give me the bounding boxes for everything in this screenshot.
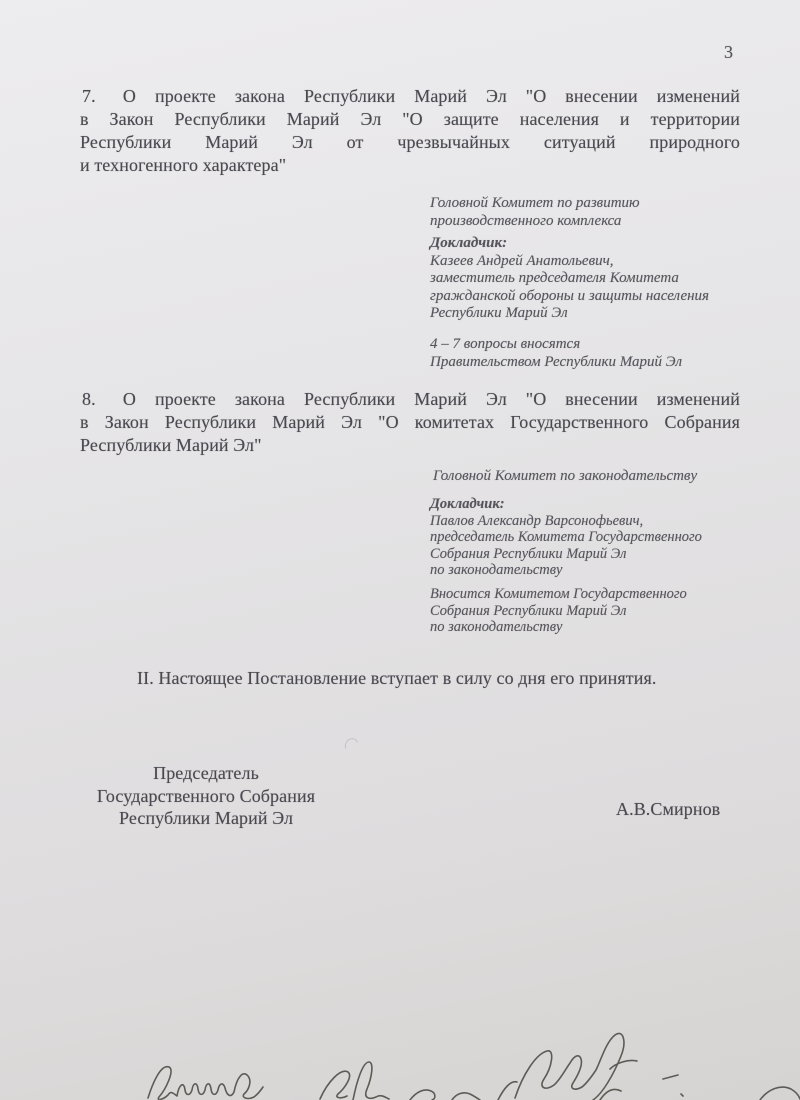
item8-speaker-lines xyxy=(430,513,732,579)
text-line: Государственного Собрания xyxy=(96,785,316,806)
item7-note xyxy=(430,336,732,371)
signature-4-stroke xyxy=(498,1033,683,1100)
page-number: 3 xyxy=(724,42,734,62)
text-line: заместитель председателя Комитета xyxy=(430,270,679,286)
paper-smudge xyxy=(343,736,361,755)
text-line: Республики Марий Эл" xyxy=(80,435,262,455)
item8-speaker xyxy=(430,496,732,579)
text-line: гражданской обороны и защиты населения xyxy=(430,287,710,304)
item7-speaker-label: Докладчик: xyxy=(430,235,508,251)
item7-speaker xyxy=(430,235,732,323)
item8-speaker-label: Докладчик: xyxy=(430,496,505,512)
text-line: Головной Комитет по развитию xyxy=(430,195,640,211)
text-line: 8. О проекте закона Республики Марий Эл "О внесении изменений xyxy=(82,389,740,409)
item8-committee xyxy=(433,468,735,486)
text-line: председатель Комитета Государственного xyxy=(430,529,702,545)
text-line: Республики Марий Эл xyxy=(118,808,294,828)
signatory-title xyxy=(85,762,327,830)
text-line: 7. О проекте закона Республики Марий Эл "О внесении изменений xyxy=(82,86,740,106)
text-line: Вносится Комитетом Государственного xyxy=(430,586,687,602)
signatory-name: А.В.Смирнов xyxy=(616,799,721,819)
closing-paragraph: II. Настоящее Постановление вступает в силу со дня его принятия. xyxy=(137,668,657,688)
signature-3-stroke xyxy=(410,1090,480,1100)
text-line: Республики Марий Эл от чрезвычайных ситуаций природного xyxy=(80,132,740,152)
text-line: Павлов Александр Варсонофьевич, xyxy=(430,512,644,529)
signature-2-stroke xyxy=(320,1062,389,1100)
signature-5-stroke xyxy=(760,1087,800,1100)
text-line: Собрания Республики Марий Эл xyxy=(430,602,627,619)
agenda-item-8-paragraph xyxy=(80,388,740,457)
item7-committee xyxy=(430,195,732,230)
text-line: Правительством Республики Марий Эл xyxy=(430,353,683,370)
text-line: и техногенного характера" xyxy=(80,155,287,175)
agenda-item-7-paragraph xyxy=(80,85,740,177)
text-line: по законодательству xyxy=(430,562,563,578)
text-line: в Закон Республики Марий Эл "О комитетах Государственного Собрания xyxy=(80,412,740,432)
text-line: Казеев Андрей Анатольевич, xyxy=(430,252,614,269)
text-line: Республики Марий Эл xyxy=(430,305,568,321)
text-line: производственного комплекса xyxy=(430,212,622,229)
signature-1-stroke xyxy=(148,1067,263,1100)
item8-note xyxy=(430,586,732,636)
item7-speaker-lines xyxy=(430,253,732,323)
text-line: в Закон Республики Марий Эл "О защите населения и территории xyxy=(80,109,740,129)
text-line: 4 – 7 вопросы вносятся xyxy=(430,336,581,352)
text-line: Председатель xyxy=(153,763,259,783)
text-line: по законодательству xyxy=(430,619,563,635)
text-line: Головной Комитет по законодательству xyxy=(433,468,698,484)
handwritten-signatures xyxy=(0,1010,800,1100)
text-line: Собрания Республики Марий Эл xyxy=(430,545,627,562)
